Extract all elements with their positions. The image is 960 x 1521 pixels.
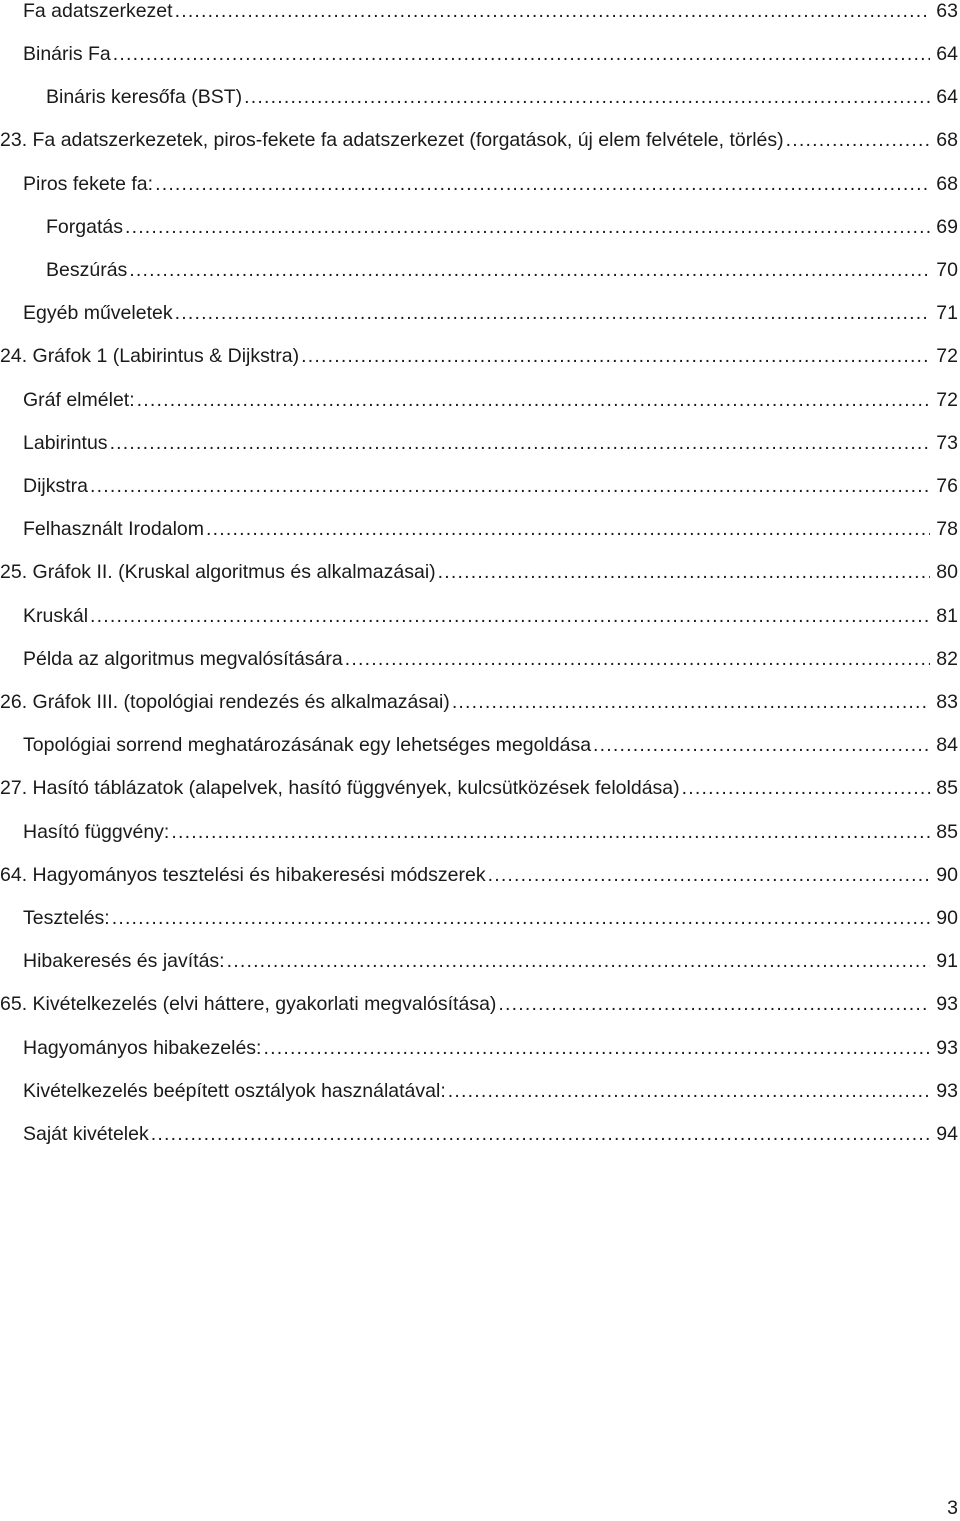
toc-dot-leader: [155, 169, 930, 199]
toc-dot-leader: [263, 1033, 930, 1063]
toc-dot-leader: [244, 82, 930, 112]
toc-entry-page: 71: [936, 302, 958, 324]
toc-entry-page: 64: [936, 43, 958, 65]
toc-entry-title: Hibakeresés és javítás:: [23, 950, 225, 972]
toc-entry-title: 64. Hagyományos tesztelési és hibakeresési módszerek: [0, 864, 486, 886]
toc-entry[interactable]: [0, 428, 960, 458]
toc-entry-page: 68: [936, 129, 958, 151]
toc-entry-title: Forgatás: [46, 216, 123, 238]
toc-dot-leader: [175, 0, 931, 26]
toc-dot-leader: [786, 125, 931, 155]
toc-entry-page: 78: [936, 518, 958, 540]
toc-dot-leader: [593, 730, 930, 760]
toc-dot-leader: [438, 557, 931, 587]
toc-entry-page: 68: [936, 173, 958, 195]
toc-entry[interactable]: [0, 341, 960, 371]
toc-entry-page: 91: [936, 950, 958, 972]
toc-entry-page: 69: [936, 216, 958, 238]
toc-dot-leader: [125, 212, 930, 242]
toc-entry-title: 26. Gráfok III. (topológiai rendezés és alkalmazásai): [0, 691, 450, 713]
toc-entry[interactable]: [0, 601, 960, 631]
toc-entry[interactable]: [0, 39, 960, 69]
toc-entry-page: 73: [936, 432, 958, 454]
toc-entry-page: 70: [936, 259, 958, 281]
toc-dot-leader: [137, 385, 931, 415]
toc-entry[interactable]: [0, 687, 960, 717]
toc-entry-title: 23. Fa adatszerkezetek, piros-fekete fa adatszerkezet (forgatások, új elem felvétele, törlés): [0, 129, 784, 151]
toc-entry-title: 25. Gráfok II. (Kruskal algoritmus és alkalmazásai): [0, 561, 436, 583]
toc-dot-leader: [345, 644, 931, 674]
toc-entry-page: 93: [936, 1080, 958, 1102]
toc-entry-page: 93: [936, 993, 958, 1015]
toc-entry-page: 64: [936, 86, 958, 108]
toc-entry-title: Gráf elmélet:: [23, 389, 135, 411]
toc-entry[interactable]: [0, 946, 960, 976]
toc-dot-leader: [682, 773, 931, 803]
toc-entry-title: Kivételkezelés beépített osztályok használatával:: [23, 1080, 446, 1102]
toc-entry[interactable]: [0, 1119, 960, 1149]
toc-entry-title: Hagyományos hibakezelés:: [23, 1037, 262, 1059]
toc-entry-title: Saját kivételek: [23, 1123, 149, 1145]
toc-entry-page: 84: [936, 734, 958, 756]
toc-entry[interactable]: [0, 255, 960, 285]
toc-entry-title: Hasító függvény:: [23, 821, 170, 843]
toc-entry[interactable]: [0, 169, 960, 199]
toc-entry[interactable]: [0, 903, 960, 933]
toc-entry-title: Bináris Fa: [23, 43, 111, 65]
toc-entry-page: 63: [936, 0, 958, 22]
toc-entry[interactable]: [0, 125, 960, 155]
toc-entry-page: 85: [936, 777, 958, 799]
toc-dot-leader: [113, 39, 931, 69]
toc-entry-page: 90: [936, 864, 958, 886]
toc-entry-page: 90: [936, 907, 958, 929]
toc-dot-leader: [206, 514, 930, 544]
toc-entry[interactable]: [0, 773, 960, 803]
toc-entry-page: 83: [936, 691, 958, 713]
toc-entry[interactable]: [0, 1076, 960, 1106]
toc-entry-title: Egyéb műveletek: [23, 302, 173, 324]
toc-entry[interactable]: [0, 860, 960, 890]
toc-entry-title: Bináris keresőfa (BST): [46, 86, 243, 108]
toc-entry[interactable]: [0, 817, 960, 847]
toc-entry-title: Labirintus: [23, 432, 108, 454]
toc-entry-title: Felhasznált Irodalom: [23, 518, 205, 540]
toc-dot-leader: [129, 255, 930, 285]
toc-entry[interactable]: [0, 212, 960, 242]
toc-dot-leader: [112, 903, 931, 933]
toc-entry[interactable]: [0, 557, 960, 587]
toc-entry-page: 72: [936, 389, 958, 411]
toc-entry[interactable]: [0, 471, 960, 501]
toc-dot-leader: [90, 471, 930, 501]
toc-entry-page: 82: [936, 648, 958, 670]
toc-dot-leader: [171, 817, 930, 847]
toc-entry-title: 24. Gráfok 1 (Labirintus & Dijkstra): [0, 345, 300, 367]
toc-entry[interactable]: [0, 730, 960, 760]
toc-entry[interactable]: [0, 644, 960, 674]
toc-entry-title: 27. Hasító táblázatok (alapelvek, hasító függvények, kulcsütközések feloldása): [0, 777, 680, 799]
toc-dot-leader: [90, 601, 930, 631]
toc-entry-page: 85: [936, 821, 958, 843]
toc-dot-leader: [151, 1119, 931, 1149]
toc-dot-leader: [498, 989, 930, 1019]
toc-entry-title: Kruskál: [23, 605, 89, 627]
toc-dot-leader: [488, 860, 931, 890]
toc-entry-title: Tesztelés:: [23, 907, 110, 929]
toc-dot-leader: [448, 1076, 931, 1106]
toc-entry[interactable]: [0, 989, 960, 1019]
toc-dot-leader: [175, 298, 931, 328]
toc-dot-leader: [227, 946, 931, 976]
toc-dot-leader: [452, 687, 930, 717]
toc-entry[interactable]: [0, 82, 960, 112]
toc-entry-page: 94: [936, 1123, 958, 1145]
toc-entry-title: Fa adatszerkezet: [23, 0, 173, 22]
page-number: 3: [947, 1497, 958, 1519]
toc-entry-title: Példa az algoritmus megvalósítására: [23, 648, 343, 670]
toc-entry[interactable]: [0, 385, 960, 415]
toc-entry[interactable]: [0, 1033, 960, 1063]
toc-entry[interactable]: [0, 514, 960, 544]
toc-dot-leader: [110, 428, 931, 458]
toc-entry-page: 81: [936, 605, 958, 627]
toc-entry-page: 93: [936, 1037, 958, 1059]
toc-entry-title: 65. Kivételkezelés (elvi háttere, gyakorlati megvalósítása): [0, 993, 497, 1015]
toc-entry[interactable]: [0, 298, 960, 328]
toc-entry[interactable]: [0, 0, 960, 26]
toc-entry-page: 76: [936, 475, 958, 497]
toc-entry-page: 72: [936, 345, 958, 367]
toc-entry-page: 80: [936, 561, 958, 583]
toc-entry-title: Topológiai sorrend meghatározásának egy lehetséges megoldása: [23, 734, 592, 756]
toc-entry-title: Beszúrás: [46, 259, 128, 281]
toc-dot-leader: [301, 341, 930, 371]
toc-entry-title: Dijkstra: [23, 475, 89, 497]
toc-entry-title: Piros fekete fa:: [23, 173, 154, 195]
